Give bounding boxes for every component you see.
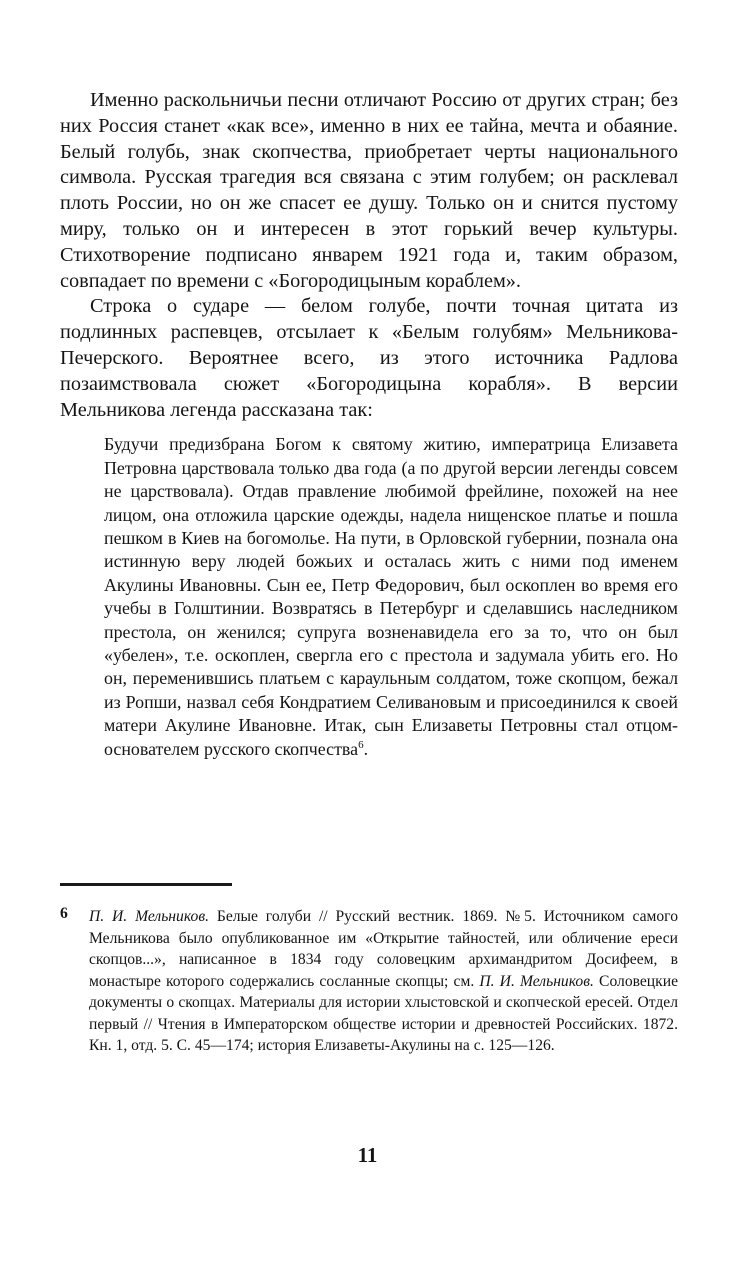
footnote-text-2: Соловецкие документы о скопцах. Материалы для истории хлыстовской и скопческой ересей. Отдел первый // Чтения в Императорском обществе истории и древностей Российских. 1872. Кн. 1, отд. 5. С. 45—174; история Елизаветы-Акулины на с. 125—126.	[89, 972, 678, 1054]
footnote-number: 6	[60, 905, 68, 922]
footnote-text-1: Белые голуби // Русский вестник. 1869. №5. Источником самого Мельникова было опубликованное им «Открытие тайностей, или обличение ереси скопцов...», написанное в 1834 году соловецким архимандритом Досифеем, в монастыре которого содержались сосланные скопцы; см.	[89, 908, 678, 990]
footnote-divider	[60, 883, 232, 886]
footnote-author-1: П. И. Мельников.	[89, 908, 209, 925]
footnote-ref[interactable]: 6	[358, 738, 364, 751]
page-number: 11	[357, 1143, 378, 1167]
footnote	[60, 906, 678, 1057]
footnote-author-2: П. И. Мельников.	[479, 972, 594, 990]
paragraph-1: Именно раскольничьи песни отличают Россию от других стран; без них Россия станет «как все», именно в них ее тайна, мечта и обаяние. Белый голубь, знак скопчества, приобретает черты национального символа. Русская трагедия вся связана с этим голубем; он расклевал плоть России, но он же спасет ее душу. Только он и снится пустому миру, только он и интересен в этот горький вечер культуры. Стихотворение подписано январем 1921 года и, таким образом, совпадает по времени с «Богородицыным кораблем».	[60, 89, 678, 292]
block-quote: Будучи предизбрана Богом к святому житию, императрица Елизавета Петровна царствовала только два года (а по другой версии легенды совсем не царствовала). Отдав правление любимой фрейлине, похожей на нее лицом, она отложила царские одежды, надела нищенское платье и пошла пешком в Киев на богомолье. На пути, в Орловской губернии, познала она истинную веру людей божьих и осталась жить с ними под именем Акулины Ивановны. Сын ее, Петр Федорович, был оскоплен во время его учебы в Голштинии. Возвратясь в Петербург и сделавшись наследником престола, он женился; супруга возненавидела его за то, что он был «убелен», т.е. оскоплен, свергла его с престола и задумала убить его. Но он, переменившись платьем с караульным солдатом, тоже скопцом, бежал из Ропши, назвал себя Кондратием Селивановым и присоединился к своей матери Акулине Ивановне. Итак, сын Елизаветы Петровны стал отцом-основателем русского скопчества$^6$.	[104, 434, 678, 759]
paragraph-2: Строка о сударе — белом голубе, почти точная цитата из подлинных распевцев, отсылает к «Белым голубям» Мельникова-Печерского. Вероятнее всего, из этого источника Радлова позаимствовала сюжет «Богородицына корабля». В версии Мельникова легенда рассказана так:	[60, 295, 678, 421]
quote-text: Будучи предизбрана Богом к святому житию, императрица Елизавета Петровна царствовала только два года (а по другой версии легенды совсем не царствовала). Отдав правление любимой фрейлине, похожей на нее лицом, она отложила царские одежды, надела нищенское платье и пошла пешком в Киев на богомолье. На пути, в Орловской губернии, познала она истинную веру людей божьих и осталась жить с ними под именем Акулины Ивановны. Сын ее, Петр Федорович, был оскоплен во время его учебы в Голштинии. Возвратясь в Петербург и сделавшись наследником престола, он женился; супруга возненавидела его за то, что он был «убелен», т.е. оскоплен, свергла его с престола и задумала убить его. Но он, переменившись платьем с караульным солдатом, тоже скопцом, бежал из Ропши, назвал себя Кондратием Селивановым и присоединился к своей матери Акулине Ивановне. Итак, сын Елизаветы Петровны стал отцом-основателем русского скопчества	[104, 434, 678, 759]
footnote-text	[89, 906, 678, 1057]
main-text	[60, 88, 678, 761]
